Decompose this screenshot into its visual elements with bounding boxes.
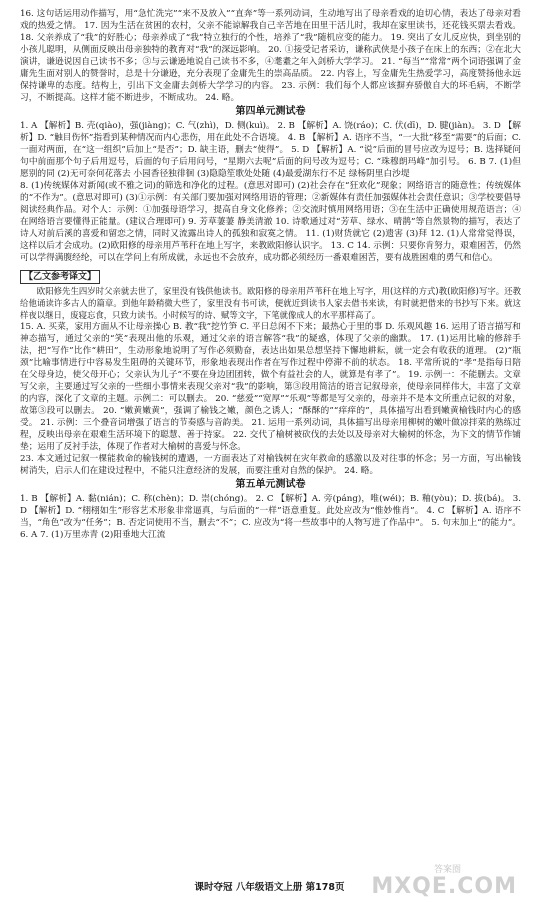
unit4-test-title: 第四单元测试卷: [235, 106, 306, 117]
unit4-rest-paragraph-2: 23. 本文通过记叙一棵能救命的榆钱树的遭遇，一方面表达了对榆钱树在灾年救命的感激以及对往事的怀念；另一方面，写出榆钱树消失，启示人们在建设过程中，不能只注意经济的发展，而要注重对自然的保护。 24. 略。: [20, 454, 521, 476]
unit4-test-paragraph-1: 1. A 【解析】B. 壳(qiào)，强(jiàng)；C. 气(zhì)，D. 侧(kuì)。 2. B 【解析】A. 饶(ráo)；C. 伏(dī)，D. 腱(jiàn)。 3. D 【解析】D. “触目伤怀”指看到某种情况而内心悲伤，用在此处不合语境。 4. B 【解析】A. 语序不当，“一大批”移至“需要”的后面；C. 一面对两面，在“这一组织”后加上“是否”；D. 缺主语，删去“使得”。 5. D 【解析】A. “说”后面的冒号应改为逗号；B. 选择疑问句中前面那个句子后用逗号，后面的句子后用问号，“星期六去呢”后面的问号改为逗号；C. “珠穆朗玛峰”加引号。 6. B 7. (1)但愿别的同 (2)无可奈何花落去 小园香径独徘徊 (3)隐隐笙歌处处随 (4)最爱湖东行不足 绿杨阴里白沙堤: [20, 121, 521, 179]
unit5-test-title: 第五单元测试卷: [235, 479, 306, 490]
unit4-test-paragraph-2: 8. (1)传统媒体对新闻(或不雅之词)的筛选和净化的过程。(意思对即可) (2)社会存在“狂欢化”现象；网络语言的随意性；传统媒体的“不作为”。(意思对即可) (3)①示例：有关部门要加强对网络用语的管理；②新媒体有责任加强媒体社会责任意识；③学校要倡导阅读经典作品。对个人：示例：①加强母语学习，提高自身文化修养；②交流时慎用网络用语；③在生活中正确使用规范语言；④在网络语言要懂得正能量。(建议合理即可) 9. 芳草萋萋 静美清澈 10. 诗歌通过对“芳草、绿水、晴鹊”等自然景物的描写，表达了诗人对前后溪的喜爱和留恋之情，同时又流露出诗人的孤独和寂寞之情。 11. (1)财货就它 (2)遗害 (3)拜 12. (1)人常常觉得误，这样以后才会成功。(2)欧阳修的母亲用芦苇秆在地上写字，来教欧阳修认识字。 13. C 14. 示例：只要你肯努力，艰难困苦，仍然可以学得满腹经纶，可以在学问上有所成就，永远也不会放弃，成功都必须经历一番艰难困苦，要有战胜困难的勇气和信心。: [20, 181, 521, 263]
unit4-continued-paragraph: 16. 这句话运用动作描写，用“急忙洗完”“来不及放入”“直奔”等一系列动词，生动地写出了母亲看戏的迫切心情，表达了母亲对看戏的热爱之情。 17. 因为生活在贫困的农村，父亲不能谅解我自己辛苦地在田里干活儿时，我却在家里读书，还花钱买票去看戏。 18. 父亲养成了“我”的好胜心；母亲养成了“我”特立独行的个性，培养了“我”随机应变的能力。 19. 突出了女儿反应快，到坐别的小孩儿聪明，从侧面反映出母亲独特的教育对“我”的深远影响。 20. ①接受记者采访，谦称武侠是小孩子在床上的东西；②在北大演讲，谦逊说因自己读书不多；③与云谦逊地说自己读书不多，④耄耋之年入剑桥大学学习。 21. “每当”“常常”两个词语强调了金庸先生面对别人的赞誉时，总是十分谦逊，充分表现了金庸先生的崇高品质。 22. 内容上，写金庸先生热爱学习，高度赞扬他永远保持谦卑的态度。结构上，引出下文金庸去剑桥大学学习的内容。 23. 示例：我们每个人都应该摒弃骄傲自大的坏毛病，不断学习，不断提高。这样才能不断进步，不断成功。 24. 略。: [20, 9, 521, 103]
watermark-logo: MXQE.COM: [371, 874, 517, 899]
unit5-test-paragraph: 1. B 【解析】A. 黏(nián)；C. 称(chèn)；D. 崇(chóng)。 2. C 【解析】A. 旁(páng)，唯(wéi)；B. 釉(yòu)；D. 拔(bá)。 3. D 【解析】D. “栩栩如生”形容艺术形象非常逼真，与后面的“一样”语意重复。此处应改为“惟妙惟肖”。 4. C 【解析】A. 语序不当，“角色”改为“任务”；B. 否定词使用不当，删去“不”；C. 应改为“将一些故事中的人物写进了作品中”。 5. 句末加上“的能力”。 6. A 7. (1)万里赤青 (2)阳垂地大江流: [20, 494, 521, 540]
unit4-continued: [20, 8, 521, 104]
translation-paragraph: 欧阳修先生四岁时父亲就去世了，家里没有钱供他读书。欧阳修的母亲用芦苇秆在地上写字，用(这样的方式)教(欧阳修)写字。还教给他诵读许多古人的篇章。到他年龄稍微大些了，家里没有书可读，便就近到读书人家去借书来读，有时就把借来的书抄写下来。就这样夜以继日，废寝忘食，只致力读书。小时候写的诗、赋等文字，下笔就像成人的水平那样高了。: [20, 286, 521, 320]
translation-section: [20, 264, 521, 321]
unit5-test-body: [20, 493, 521, 541]
page-footer: 课时夺冠 八年级语文上册 第178页: [194, 882, 345, 893]
watermark-sub-label: 答案圈: [433, 865, 461, 875]
unit4-test-body: [20, 120, 521, 264]
unit4-rest-body: [20, 321, 521, 477]
translation-heading: 【乙文参考译文】: [20, 270, 100, 284]
unit4-rest-paragraph-1: 15. A. 买菜，家用方面从不让母亲操心 B. 教“我”挖竹笋 C. 平日总闲不下来；最热心于里的事 D. 乐观风趣 16. 运用了语言描写和神态描写，通过父亲的“笑”表现出他的乐观，通过父亲的语言解答“我”的疑惑，体现了父亲的幽默。 17. (1)运用比喻的修辞手法，把“写作”比作“耕田”，生动形象地说明了写作必须勤奋，表达出如果总想坚持下懈地耕耘，就一定会有收获的道理。 (2)“瓶颈”比喻事情进行中容易发生阻碍的关键环节，形象地表现出作者在写作过程中停滞不前的状态。 18. 平常所说的“孝”是指每日陪在父母身边，使父母开心；父亲认为儿子“不要在身边团团转，做个有益社会的人，就算是有孝了”。 19. 示例一：不能删去。文章写父亲，主要通过写父亲的一些细小事情来表现父亲对“我”的影响，第③段用简洁的语言记叙母亲，使母亲同样伟大，丰富了文章的内容，深化了文章的主题。示例二：可以删去。 20. “慈爱”“宽厚”“乐观”等都是写父亲的，母亲并不是本文所重点记叙的对象，故第③段可以删去。 20. “嫩黄嫩黄”，强调了榆钱之嫩，颜色之诱人；“酥酥的”“痒痒的”，具体描写出看到嫩黄榆钱时内心的感受。 21. 示例：三个叠音词增强了语言的节奏感与音韵美。 21. 运用一系列动词，具体描写出母亲用柳树的嫩叶做凉拌菜的熟练过程，反映出母亲在艰难生活环境下的聪慧、善于持家。 22. 交代了榆树被砍伐的去处以及母亲对大榆树的怀念，为下文的情节作铺垫；运用了反衬手法，体现了作者对大榆树的喜爱与怀念。: [20, 322, 521, 452]
